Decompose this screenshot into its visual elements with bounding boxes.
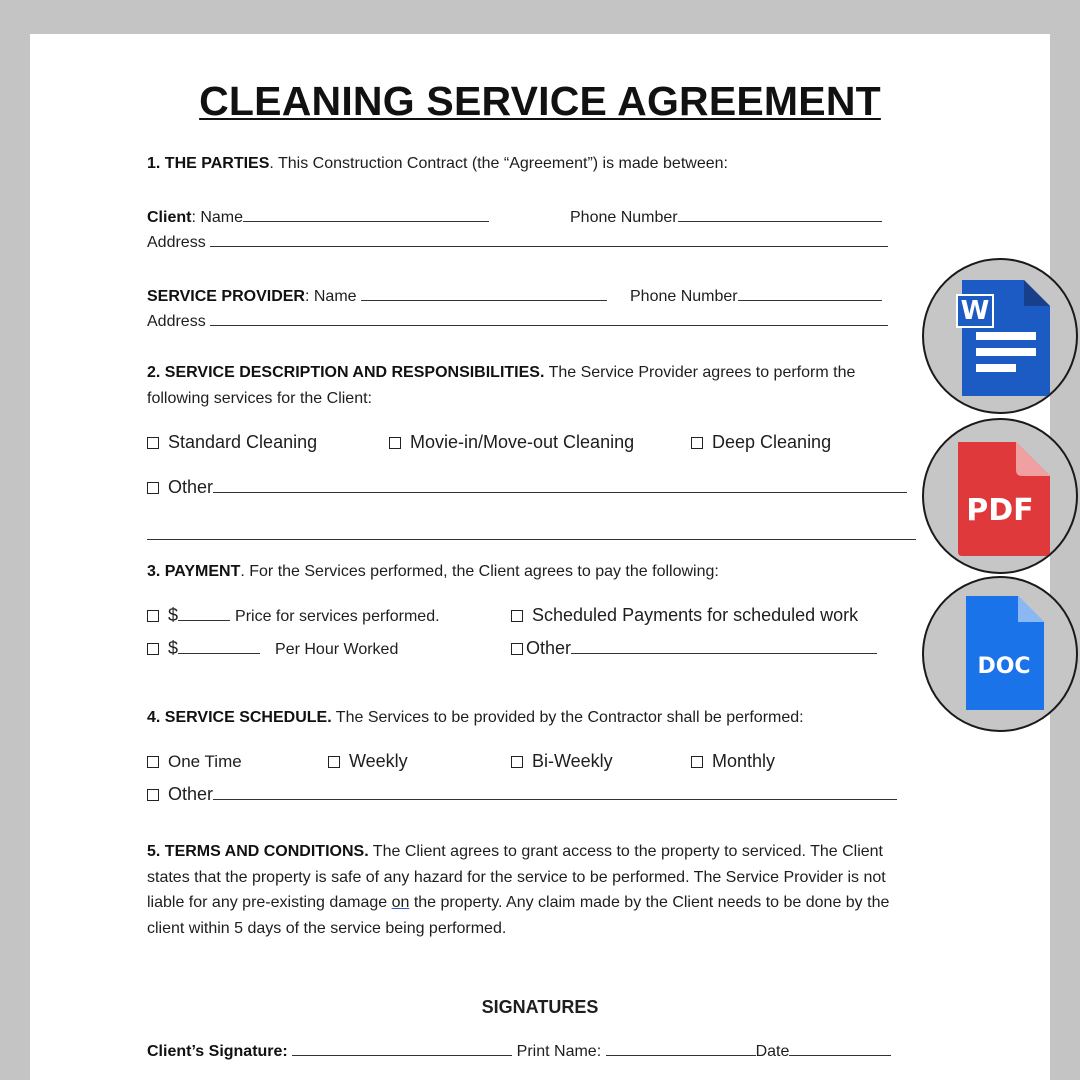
checkbox-icon[interactable] — [147, 482, 159, 494]
provider-name-field[interactable] — [361, 285, 607, 301]
service-option-other[interactable]: Other — [147, 476, 907, 498]
checkbox-icon[interactable] — [147, 610, 159, 622]
checkbox-icon[interactable] — [328, 756, 340, 768]
signatures-heading: SIGNATURES — [481, 997, 599, 1017]
payment-other-field[interactable] — [571, 638, 877, 654]
document-title: CLEANING SERVICE AGREEMENT — [199, 78, 881, 124]
schedule-option-monthly[interactable]: Monthly — [691, 750, 775, 772]
service-other-field[interactable] — [213, 477, 907, 493]
client-signature-field[interactable] — [292, 1040, 512, 1056]
schedule-option-biweekly[interactable]: Bi-Weekly — [511, 750, 613, 772]
word-format-badge — [922, 258, 1078, 414]
schedule-intro: 4. SERVICE SCHEDULE. The Services to be provided by the Contractor shall be performed: — [147, 709, 804, 726]
word-letter-label: W — [956, 294, 995, 328]
service-other-line[interactable] — [147, 539, 916, 540]
provider-address-field[interactable] — [210, 310, 888, 326]
payment-price-option[interactable]: $ Price for services performed. — [147, 604, 440, 628]
provider-phone-field[interactable] — [738, 285, 882, 301]
checkbox-icon[interactable] — [147, 789, 159, 801]
document-page — [30, 34, 1050, 1080]
price-field[interactable] — [178, 605, 230, 621]
checkbox-icon[interactable] — [691, 756, 703, 768]
parties-intro: 1. THE PARTIES. This Construction Contract (the “Agreement”) is made between: — [147, 155, 728, 172]
checkbox-icon[interactable] — [147, 643, 159, 655]
client-name-field[interactable] — [243, 206, 489, 222]
checkbox-icon[interactable] — [511, 756, 523, 768]
schedule-other-field[interactable] — [213, 784, 897, 800]
checkbox-icon[interactable] — [389, 437, 401, 449]
service-option-standard[interactable]: Standard Cleaning — [147, 431, 317, 453]
date-field[interactable] — [789, 1040, 891, 1056]
checkbox-icon[interactable] — [147, 437, 159, 449]
pdf-label: PDF — [966, 493, 1034, 528]
checkbox-icon[interactable] — [511, 610, 523, 622]
schedule-option-onetime[interactable]: One Time — [147, 750, 242, 773]
payment-intro: 3. PAYMENT. For the Services performed, the Client agrees to pay the following: — [147, 563, 719, 580]
client-phone-row: Phone Number — [570, 206, 882, 228]
checkbox-icon[interactable] — [147, 756, 159, 768]
terms-paragraph: 5. TERMS AND CONDITIONS. The Client agrees to grant access to the property to serviced. The Client states that the property is safe of any hazard for the service to be performed. The Service Provider is not liable for any pre-existing damage on the property. Any claim made by the Client needs to be done by the client within 5 days of the service being performed. — [147, 843, 890, 937]
client-address-field[interactable] — [210, 231, 888, 247]
payment-hourly-option[interactable]: $ Per Hour Worked — [147, 637, 398, 661]
schedule-option-other[interactable]: Other — [147, 783, 897, 805]
provider-name-row: SERVICE PROVIDER: Name — [147, 285, 607, 307]
client-name-row: Client: Name — [147, 206, 489, 228]
doc-format-badge — [922, 576, 1078, 732]
print-name-field[interactable] — [606, 1040, 756, 1056]
client-signature-row: Client’s Signature: Print Name: Date — [147, 1040, 891, 1062]
word-document-icon — [924, 260, 1076, 412]
client-phone-field[interactable] — [678, 206, 882, 222]
checkbox-icon[interactable] — [691, 437, 703, 449]
service-option-move[interactable]: Movie-in/Move-out Cleaning — [389, 431, 634, 453]
provider-phone-row: Phone Number — [630, 285, 882, 307]
payment-other-option[interactable]: Other — [511, 637, 877, 659]
client-address-row: Address — [147, 231, 888, 253]
schedule-option-weekly[interactable]: Weekly — [328, 750, 408, 772]
payment-scheduled-option[interactable]: Scheduled Payments for scheduled work — [511, 604, 858, 626]
doc-label: DOC — [977, 654, 1031, 679]
service-option-deep[interactable]: Deep Cleaning — [691, 431, 831, 453]
pdf-format-badge — [922, 418, 1078, 574]
provider-address-row: Address — [147, 310, 888, 332]
hourly-rate-field[interactable] — [178, 638, 260, 654]
services-intro: 2. SERVICE DESCRIPTION AND RESPONSIBILITIES. The Service Provider agrees to perform the following services for the Client: — [147, 364, 856, 407]
checkbox-icon[interactable] — [511, 643, 523, 655]
